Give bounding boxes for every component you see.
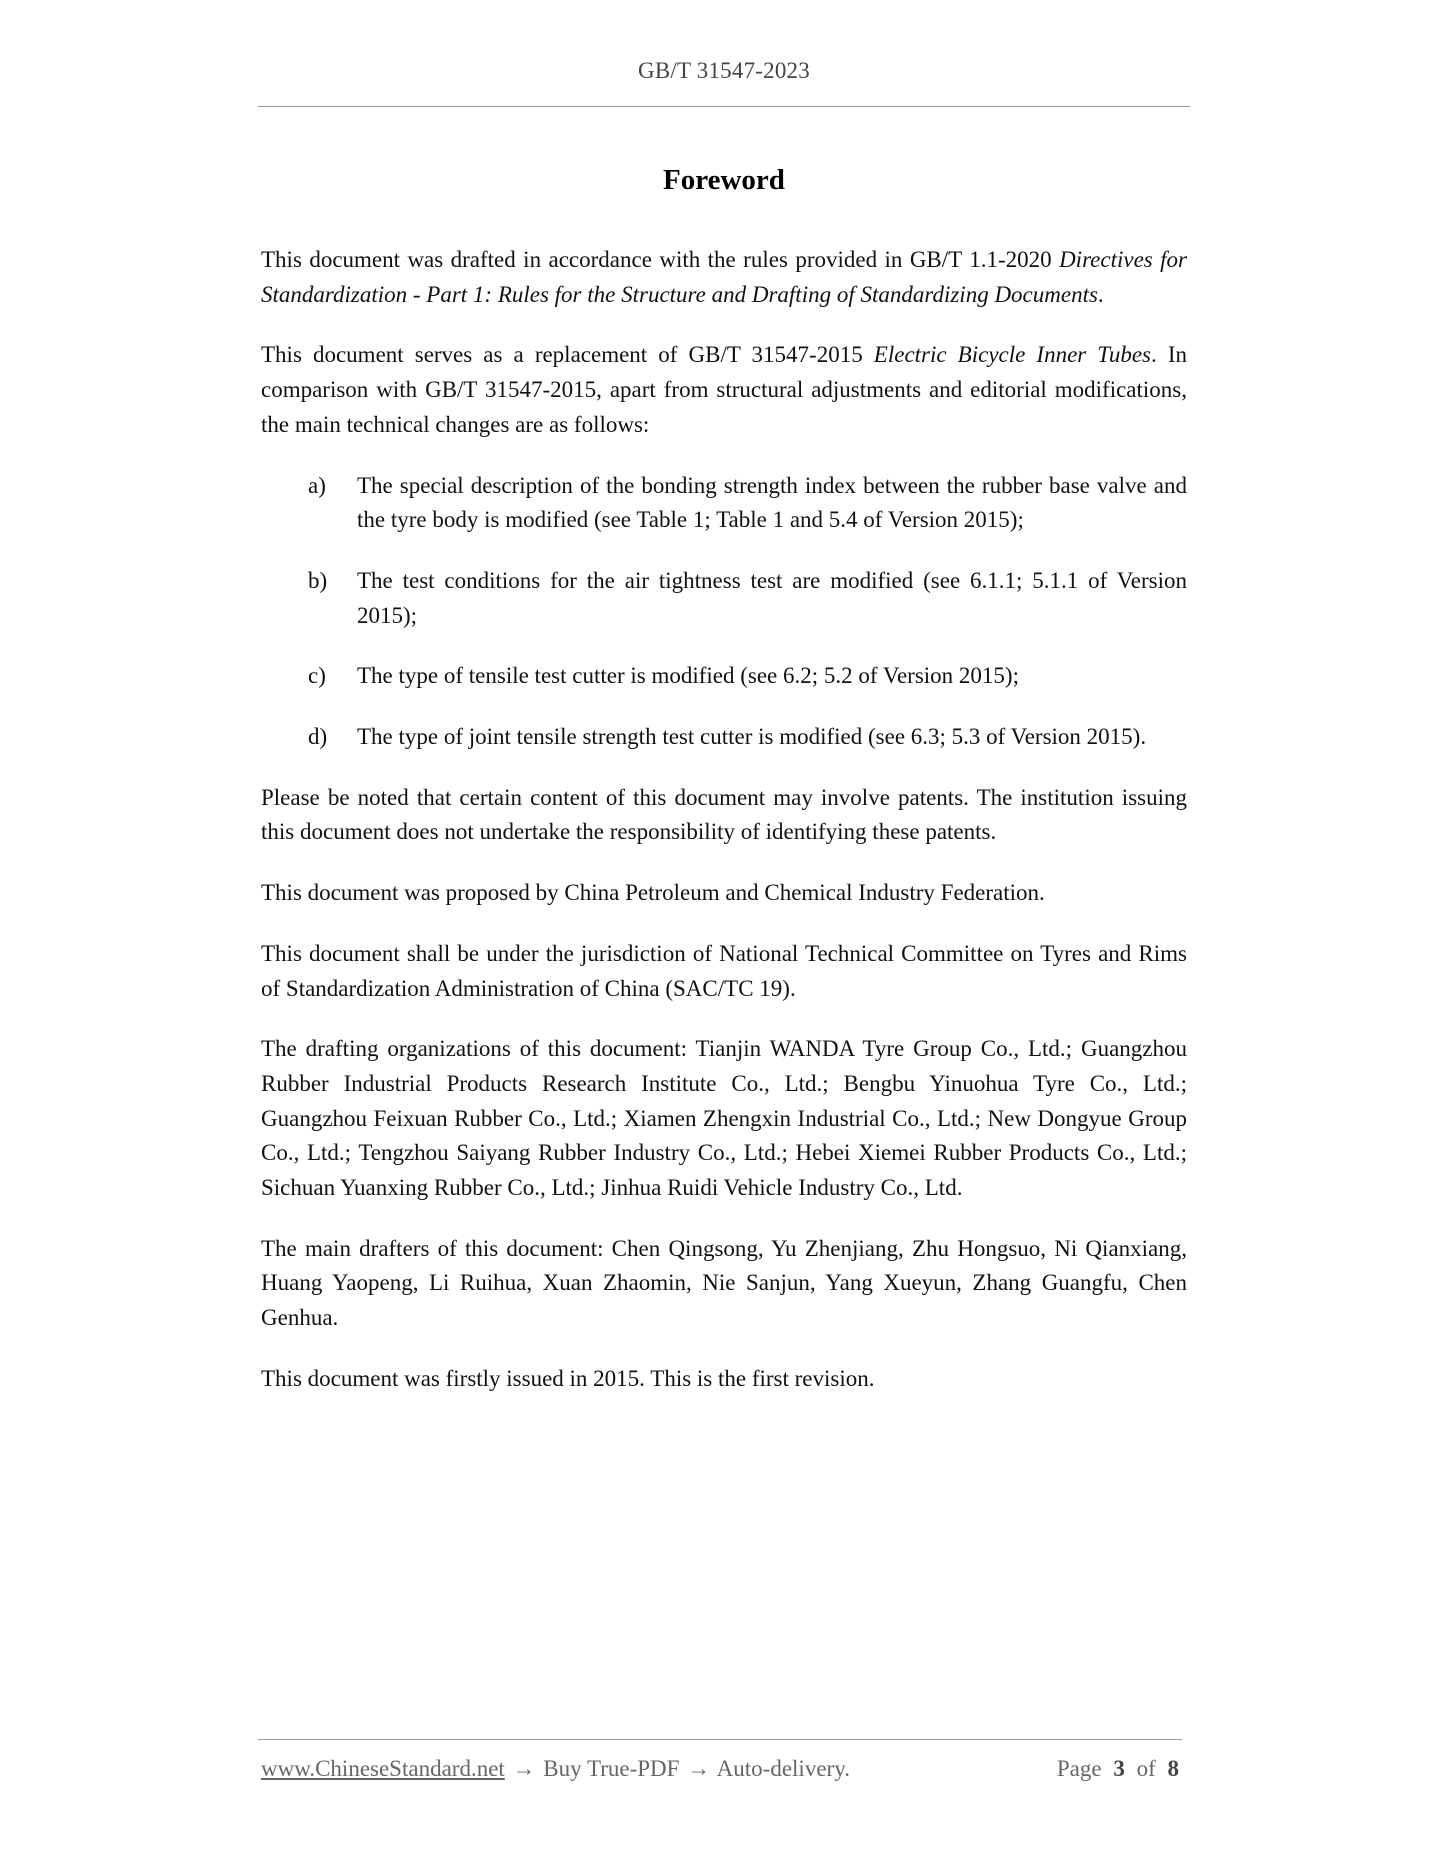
footer-divider: [258, 1739, 1182, 1740]
paragraph-patents: Please be noted that certain content of this document may involve patents. The institution issuing this document does not undertake the responsibility of identifying these patents.: [261, 784, 1187, 845]
page-title: Foreword: [663, 164, 785, 196]
paragraph-replacement-rest: . In comparison with GB/T 31547-2015, apart from structural adjustments and editorial modifications, the main technical changes are as follows:: [261, 342, 1187, 437]
technical-changes-list: [261, 469, 1187, 755]
list-item: [261, 469, 1187, 538]
page-label: Page: [1056, 1756, 1102, 1781]
list-item-marker: c): [308, 663, 326, 689]
buy-true-pdf-text: Buy True-PDF: [543, 1756, 680, 1781]
list-item-text: The special description of the bonding strength index between the rubber base valve and the tyre body is modified (see Table 1; Table 1 and 5.4 of Version 2015);: [357, 472, 1187, 533]
page-of-label: of: [1136, 1756, 1156, 1781]
list-item: [261, 564, 1187, 633]
paragraph-drafting-rules: [261, 243, 1187, 312]
paragraph-drafting-rules-title: Directives for Standardization - Part 1: Rules for the Structure and Drafting of Standardizing Documents: [261, 247, 1187, 307]
list-item-text: The test conditions for the air tightness test are modified (see 6.1.1; 5.1.1 of Version 2015);: [357, 567, 1187, 628]
paragraph-replacement: [261, 338, 1187, 442]
document-footer: [261, 1756, 1185, 1782]
paragraph-drafting-rules-text: This document was drafted in accordance with the rules provided in GB/T 1.1-2020: [261, 247, 1060, 272]
website-link[interactable]: www.ChineseStandard.net: [261, 1756, 505, 1781]
page-indicator: [1057, 1756, 1185, 1782]
paragraph-issue-history: This document was firstly issued in 2015. This is the first revision.: [261, 1365, 875, 1391]
list-item-marker: b): [308, 567, 328, 593]
list-item-marker: d): [308, 724, 328, 750]
auto-delivery-text: Auto-delivery.: [716, 1756, 850, 1781]
footer-promo: [261, 1756, 850, 1782]
page-total: 8: [1167, 1756, 1179, 1781]
foreword-body: [261, 243, 1187, 1423]
page-current: 3: [1113, 1756, 1125, 1781]
paragraph-proposed-by: This document was proposed by China Petroleum and Chemical Industry Federation.: [261, 880, 1045, 906]
paragraph-drafting-rules-end: .: [1097, 281, 1104, 307]
list-item-text: The type of joint tensile strength test cutter is modified (see 6.3; 5.3 of Version 2015).: [357, 724, 1147, 750]
arrow-right-icon: →: [687, 1756, 711, 1781]
paragraph-main-drafters: The main drafters of this document: Chen Qingsong, Yu Zhenjiang, Zhu Hongsuo, Ni Qianxiang, Huang Yaopeng, Li Ruihua, Xuan Zhaomin, Nie Sanjun, Yang Xueyun, Zhang Guangfu, Chen Genhua.: [261, 1235, 1187, 1331]
paragraph-jurisdiction: This document shall be under the jurisdiction of National Technical Committee on Tyres and Rims of Standardization Administration of China (SAC/TC 19).: [261, 940, 1187, 1001]
header-divider: [258, 106, 1190, 107]
standard-code: GB/T 31547-2023: [638, 58, 810, 83]
document-header: [258, 58, 1190, 84]
list-item-marker: a): [308, 472, 326, 498]
arrow-right-icon: →: [512, 1756, 536, 1781]
list-item-text: The type of tensile test cutter is modified (see 6.2; 5.2 of Version 2015);: [357, 663, 1019, 689]
paragraph-drafting-organizations: The drafting organizations of this document: Tianjin WANDA Tyre Group Co., Ltd.; Guangzhou Rubber Industrial Products Research Institute Co., Ltd.; Bengbu Yinuohua Tyre Co., Ltd.; Guangzhou Feixuan Rubber Co., Ltd.; Xiamen Zhengxin Industrial Co., Ltd.; New Dongyue Group Co., Ltd.; Tengzhou Saiyang Rubber Industry Co., Ltd.; Hebei Xiemei Rubber Products Co., Ltd.; Sichuan Yuanxing Rubber Co., Ltd.; Jinhua Ruidi Vehicle Industry Co., Ltd.: [261, 1036, 1187, 1201]
list-item: [261, 659, 1187, 694]
list-item: [261, 720, 1187, 755]
paragraph-replacement-text: This document serves as a replacement of GB/T 31547-2015: [261, 342, 874, 368]
paragraph-replacement-title: Electric Bicycle Inner Tubes: [873, 342, 1151, 368]
